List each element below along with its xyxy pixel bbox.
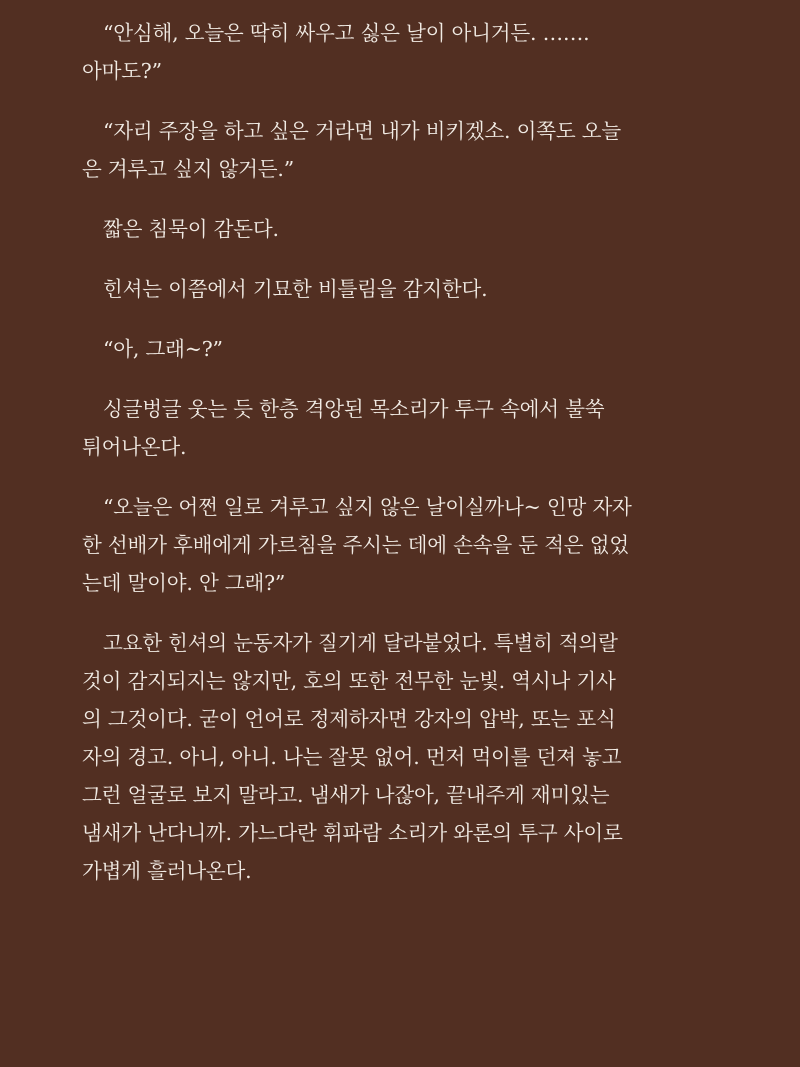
paragraph (82, 624, 772, 890)
text-line: 아마도?” (82, 59, 162, 83)
paragraph (82, 330, 772, 368)
text-line: 가볍게 흘러나온다. (82, 859, 252, 883)
text-line: 한 선배가 후배에게 가르침을 주시는 데에 손속을 둔 적은 없었 (82, 533, 629, 557)
text-line: 싱글벙글 웃는 듯 한층 격앙된 목소리가 투구 속에서 불쑥 (103, 397, 605, 421)
text-line: 은 겨루고 싶지 않거든.” (82, 157, 294, 181)
text-line: 것이 감지되지는 않지만, 호의 또한 전무한 눈빛. 역시나 기사 (82, 669, 616, 693)
text-line: 냄새가 난다니까. 가느다란 휘파람 소리가 와론의 투구 사이로 (82, 821, 623, 845)
paragraph (82, 14, 772, 90)
text-line: 힌셔는 이쯤에서 기묘한 비틀림을 감지한다. (103, 277, 488, 301)
text-line: 자의 경고. 아니, 아니. 나는 잘못 없어. 먼저 먹이를 던져 놓고 (82, 745, 622, 769)
text-line: “자리 주장을 하고 싶은 거라면 내가 비키겠소. 이쪽도 오늘 (103, 119, 621, 143)
text-line: “안심해, 오늘은 딱히 싸우고 싫은 날이 아니거든. ……. (103, 21, 590, 45)
paragraph (82, 210, 772, 248)
text-line: 튀어나온다. (82, 435, 187, 459)
paragraph (82, 270, 772, 308)
text-line: 그런 얼굴로 보지 말라고. 냄새가 나잖아, 끝내주게 재미있는 (82, 783, 610, 807)
text-line: “아, 그래~?” (103, 337, 223, 361)
text-line: 짧은 침묵이 감돈다. (103, 217, 279, 241)
text-column (82, 14, 772, 912)
text-line: “오늘은 어쩐 일로 겨루고 싶지 않은 날이실까나~ 인망 자자 (103, 495, 632, 519)
text-line: 의 그것이다. 굳이 언어로 정제하자면 강자의 압박, 또는 포식 (82, 707, 616, 731)
paragraph (82, 488, 772, 602)
paragraph (82, 112, 772, 188)
text-line: 는데 말이야. 안 그래?” (82, 571, 286, 595)
paragraph (82, 390, 772, 466)
text-line: 고요한 힌셔의 눈동자가 질기게 달라붙었다. 특별히 적의랄 (103, 631, 618, 655)
